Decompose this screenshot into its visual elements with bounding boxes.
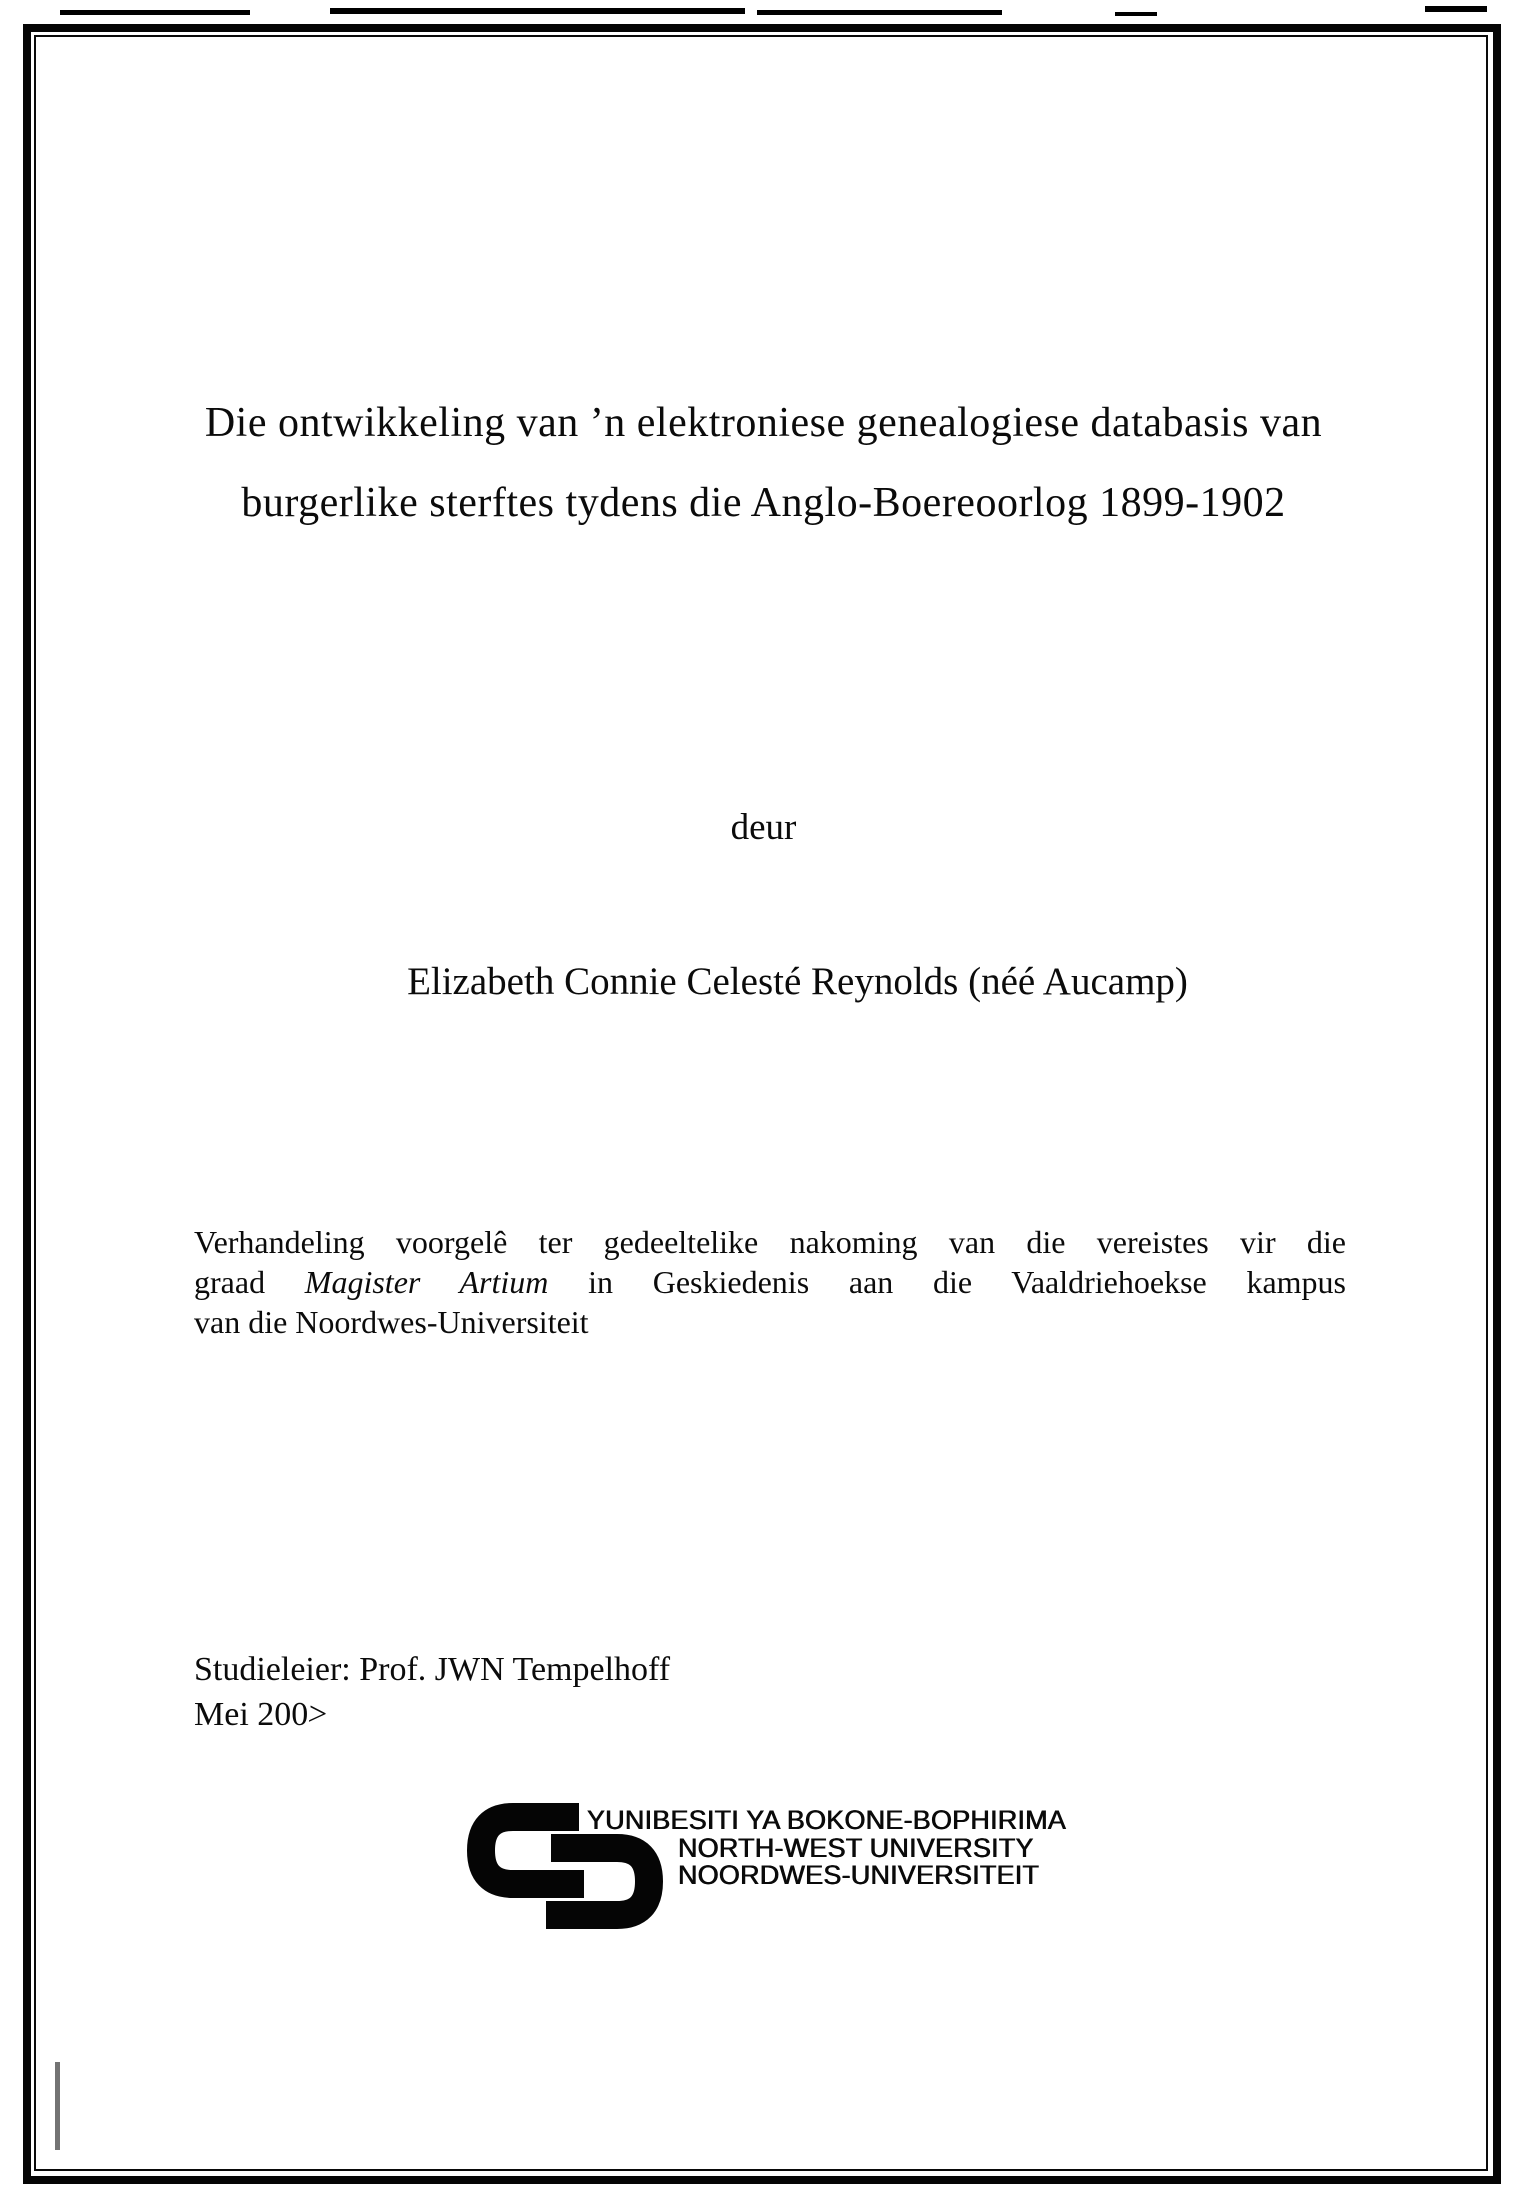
logo-text-setswana: YUNIBESITI YA BOKONE-BOPHIRIMA (587, 1805, 1067, 1835)
thesis-title-line1: Die ontwikkeling van ’n elektroniese genealogiese databasis van (204, 400, 1323, 446)
author-name: Elizabeth Connie Celesté Reynolds (néé Aucamp) (407, 960, 1188, 1003)
scan-artifact (330, 8, 745, 14)
degree-statement-line1: Verhandeling voorgelê ter gedeeltelike nakoming van die vereistes vir die (194, 1224, 1346, 1260)
supervisor-block (194, 1647, 670, 1737)
logo-text-english: NORTH-WEST UNIVERSITY (678, 1833, 1034, 1863)
thesis-title-line2: burgerlike sterftes tydens die Anglo-Boereoorlog 1899-1902 (241, 480, 1286, 526)
date-prefix: Mei 200 (194, 1696, 309, 1733)
scan-artifact (60, 10, 250, 15)
degree-statement (194, 1222, 1346, 1342)
degree-title-italic: Magister Artium (304, 1264, 549, 1300)
degree-statement-line2-pre: graad (194, 1264, 305, 1300)
supervisor-line: Studieleier: Prof. JWN Tempelhoff (194, 1651, 671, 1688)
scan-artifact (1115, 12, 1157, 16)
byline: deur (730, 807, 797, 848)
scan-artifact (757, 10, 1002, 15)
degree-statement-line3: van die Noordwes-Universiteit (194, 1304, 589, 1340)
date-line (194, 1692, 670, 1737)
date-distorted-seven: > (306, 1696, 330, 1733)
logo-text-afrikaans: NOORDWES-UNIVERSITEIT (678, 1860, 1040, 1890)
degree-statement-line2 (194, 1262, 1346, 1302)
degree-statement-line2-post: in Geskiedenis aan die Vaaldriehoekse kampus (548, 1264, 1347, 1300)
scan-artifact (1425, 6, 1487, 12)
